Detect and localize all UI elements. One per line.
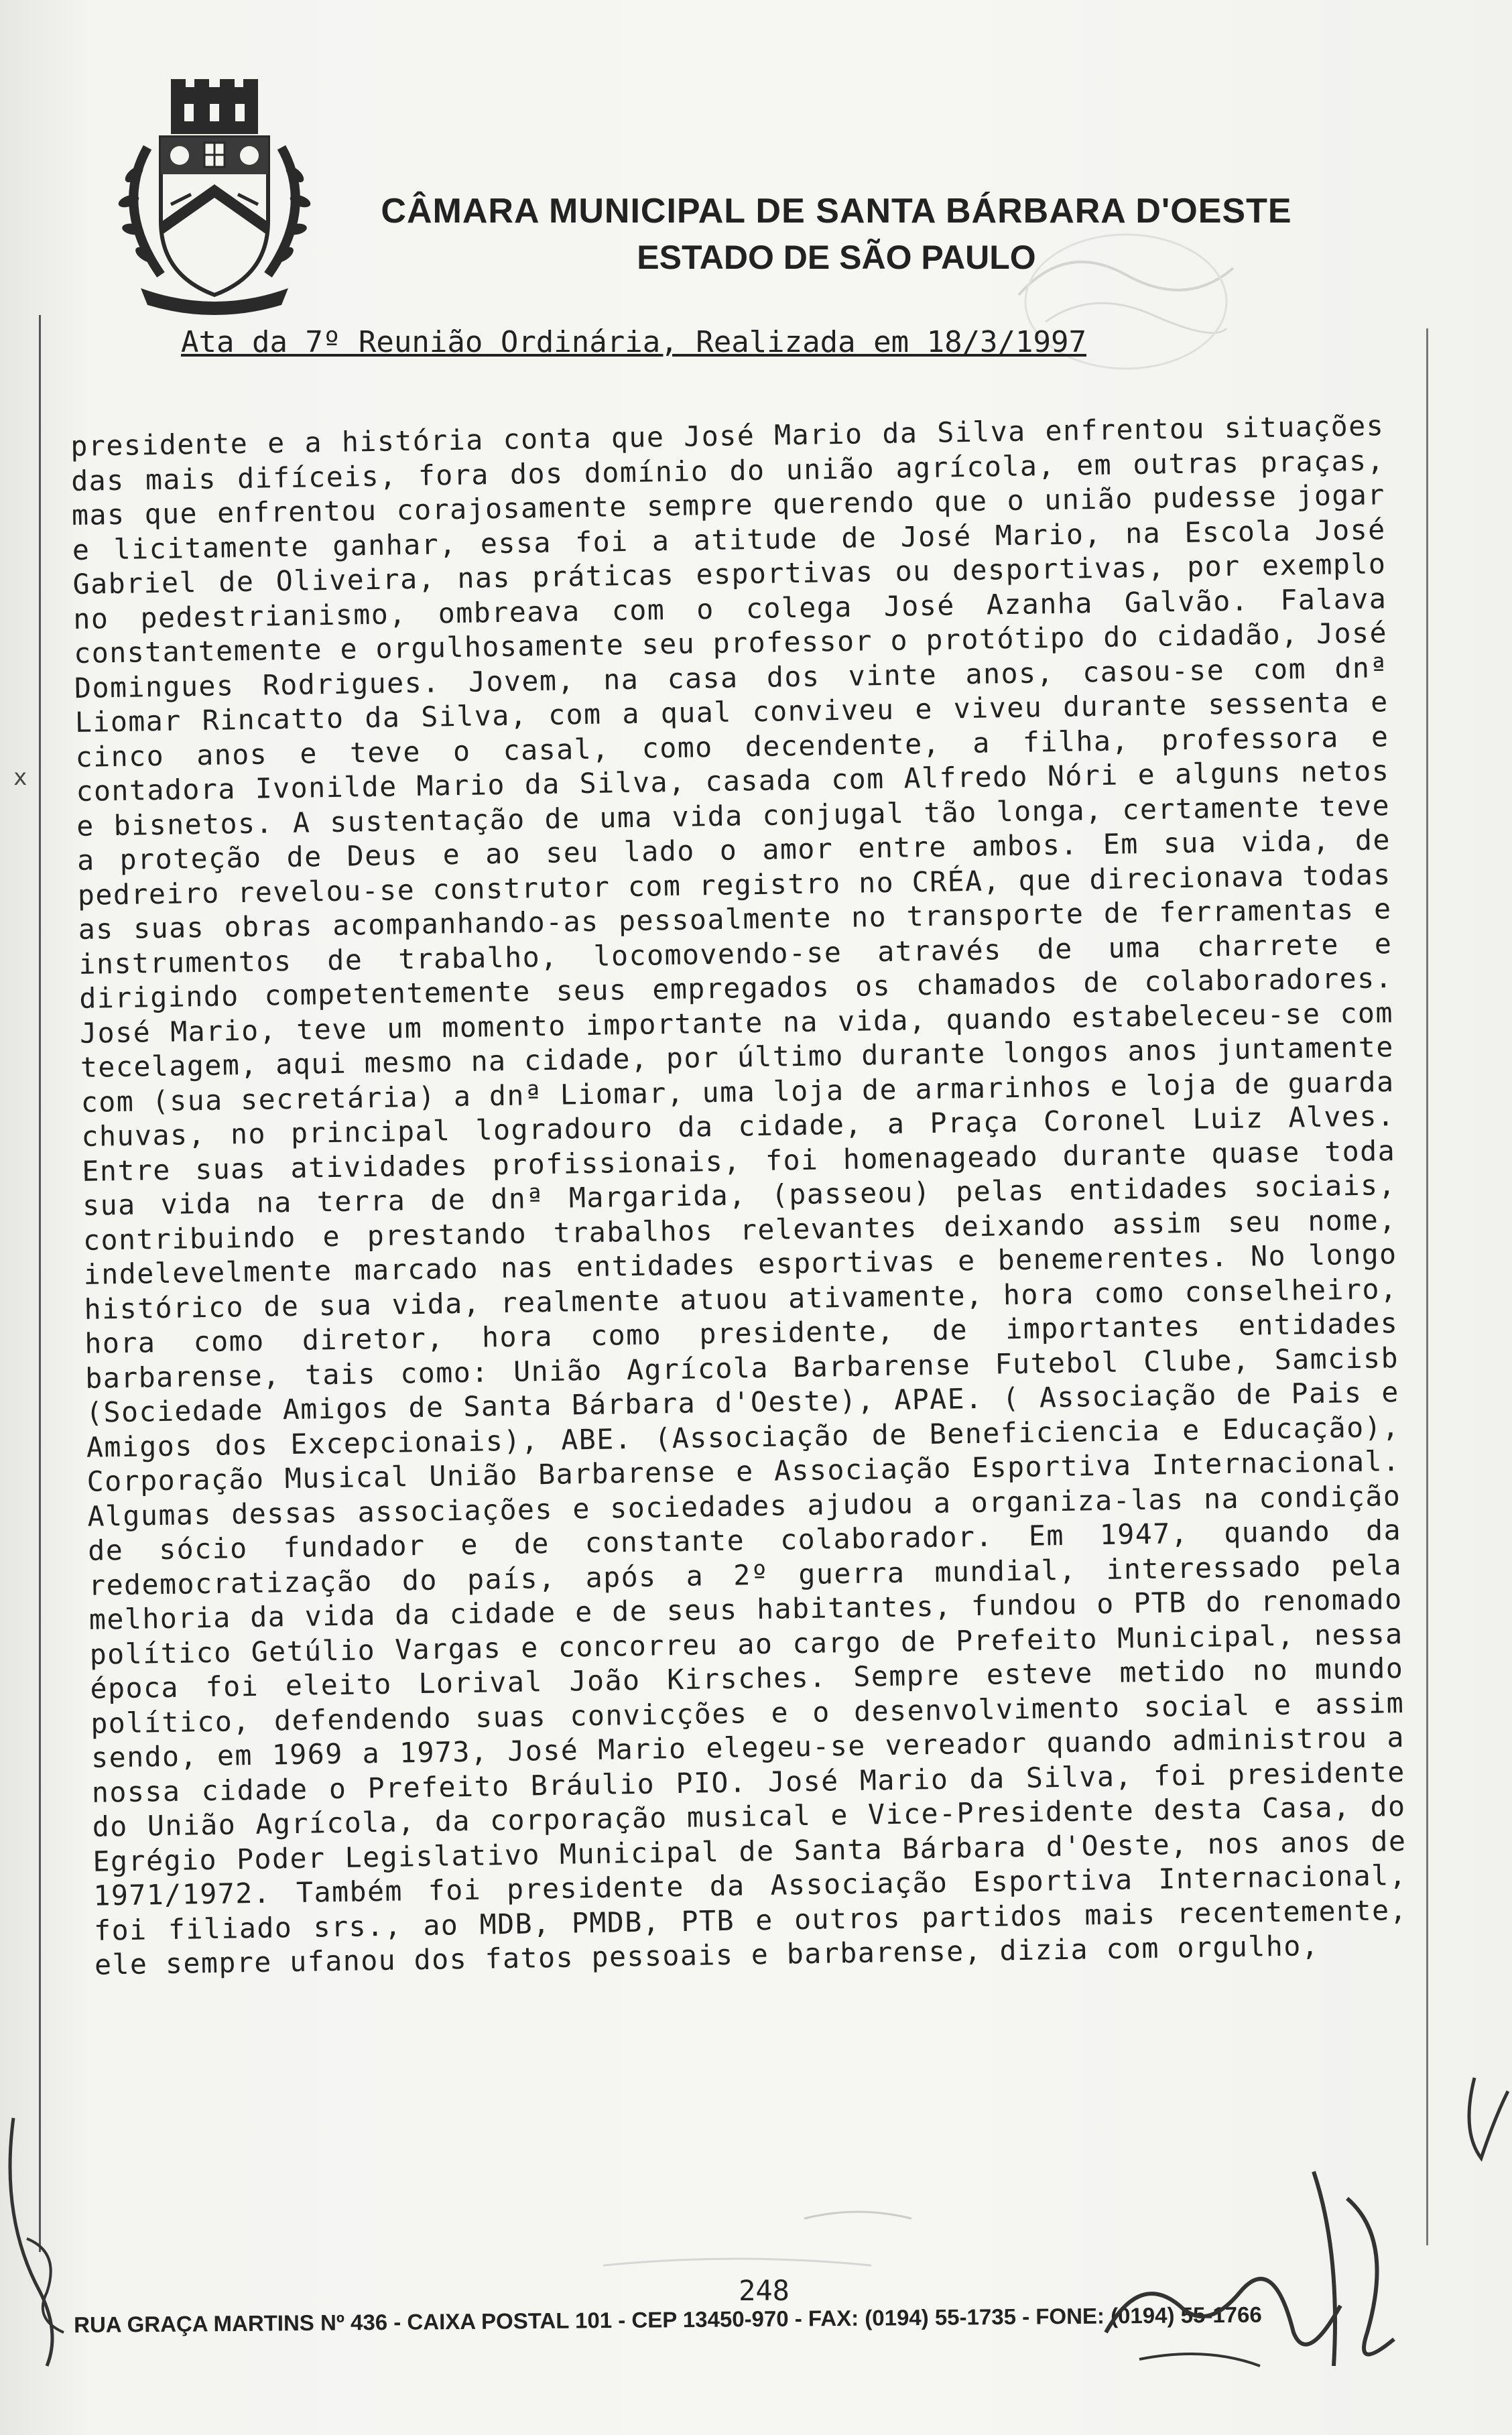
institution-name: CÂMARA MUNICIPAL DE SANTA BÁRBARA D'OESTE [381,192,1292,231]
minutes-body-text: presidente e a história conta que José Mario da Silva enfrentou situações das mais difíceis, fora dos domínio do união agrícola, em outras praças, mas que enfrentou corajosamente sempre querendo que o união pudesse jogar e licitamente ganhar, essa foi a atitude de José Mario, na Escola José Gabriel de Oliveira, nas práticas esportivas ou desportivas, por exemplo no pedestrianismo, ombreava com o colega José Azanha Galvão. Falava constantemente e orgulhosamente seu professor o protótipo do cidadão, José Domingues Rodrigues. Jovem, na casa dos vinte anos, casou-se com dnª Liomar Rincatto da Silva, com a qual conviveu e viveu durante sessenta e cinco anos e teve o casal, como decendente, a filha, professora e contadora Ivonilde Mario da Silva, casada com Alfredo Nóri e alguns netos e bisnetos. A sustentação de uma vida conjugal tão longa, certamente teve a proteção de Deus e ao seu lado o amor entre ambos. Em sua vida, de pedreiro revelou-se construtor com registro no CRÉA, que direcionava todas as suas obras acompanhando-as pessoalmente no transporte de ferramentas e instrumentos de trabalho, locomovendo-se através de uma charrete e dirigindo competentemente seus empregados os chamados de colaboradores. José Mario, teve um momento importante na vida, quando estabeleceu-se com tecelagem, aqui mesmo na cidade, por último durante longos anos juntamente com (sua secretária) a dnª Liomar, uma loja de armarinhos e loja de guarda chuvas, no principal logradouro da cidade, a Praça Coronel Luiz Alves. Entre suas atividades profissionais, foi homenageado durante quase toda sua vida na terra de dnª Margarida, (passeou) pelas entidades sociais, contribuindo e prestando trabalhos relevantes deixando assim seu nome, indelevelmente marcado nas entidades esportivas e benemerentes. No longo histórico de sua vida, realmente atuou ativamente, hora como conselheiro, hora como diretor, hora como presidente, de importantes entidades barbarense, tais como: União Agrícola Barbarense Futebol Clube, Samcisb (Sociedade Amigos de Santa Bárbara d'Oeste), APAE. ( Associação de Pais e Amigos dos Excepcionais), ABE. (Associação de Beneficiencia e Educação), Corporação Musical União Barbarense e Associação Esportiva Internacional. Algumas dessas associações e sociedades ajudou a organiza-las na condição de sócio fundador e de constante colaborador. Em 1947, quando da redemocratização do país, após a 2º guerra mundial, interessado pela melhoria da vida da cidade e de seus habitantes, fundou o PTB do renomado político Getúlio Vargas e concorreu ao cargo de Prefeito Municipal, nessa época foi eleito Lorival João Kirsches. Sempre esteve metido no mundo político, defendendo suas convicções e o desenvolvimento social e assim sendo, em 1969 a 1973, José Mario elegeu-se vereador quando administrou a nossa cidade o Prefeito Bráulio PIO. José Mario da Silva, foi presidente do União Agrícola, da corporação musical e Vice-Presidente desta Casa, do Egrégio Poder Legislativo Municipal de Santa Bárbara d'Oeste, nos anos de 1971/1972. Também foi presidente da Associação Esportiva Internacional, foi filiado srs., ao MDB, PMDB, PTB e outros partidos mais recentemente, ele sempre ufanou dos fatos pessoais e barbarense, dizia com orgulho, [70,409,1408,1981]
address-footer: RUA GRAÇA MARTINS Nº 436 - CAIXA POSTAL 101 - CEP 13450-970 - FAX: (0194) 55-1735 - FONE: (0194) 55-1766 [74,2302,1262,2337]
right-margin-rule [1426,328,1428,2245]
faded-stamp-icon [1005,214,1247,389]
page-number: 248 [739,2274,790,2307]
state-name: ESTADO DE SÃO PAULO [637,239,1036,276]
handwritten-signature-icon [0,2051,1512,2399]
left-margin-rule [39,315,41,2252]
margin-mark: x [13,764,27,791]
minutes-title: Ata da 7º Reunião Ordinária, Realizada em 18/3/1997 [181,325,1087,359]
